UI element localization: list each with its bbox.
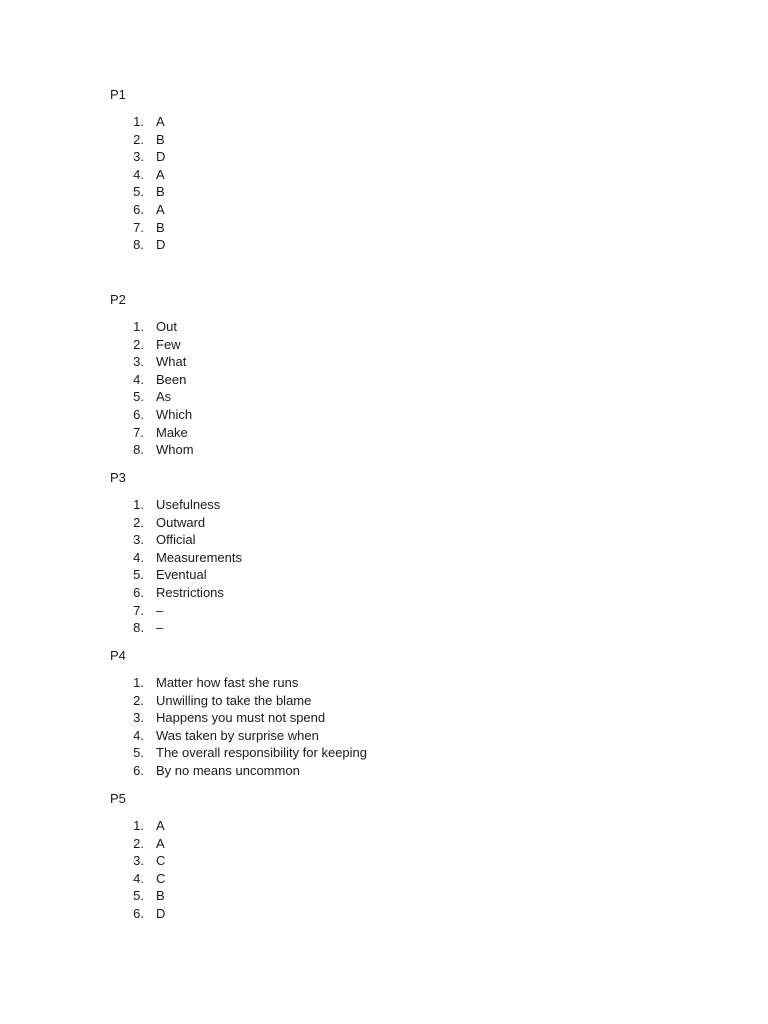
item-text: Measurements (156, 549, 242, 565)
item-number: 3. (133, 532, 144, 548)
item-number: 1. (133, 319, 144, 334)
item-number: 5. (133, 184, 144, 200)
item-text: The overall responsibility for keeping (156, 745, 367, 761)
item-number: 6. (133, 762, 144, 778)
item-number: 4. (133, 166, 144, 182)
item-number: 1. (133, 818, 144, 833)
item-text: Been (156, 371, 187, 387)
item-text: A (156, 201, 165, 217)
item-text: Unwilling to take the blame (156, 692, 312, 708)
item-text: – (156, 602, 164, 618)
item-number: 6. (133, 905, 144, 921)
item-number: 8. (133, 442, 144, 458)
item-text: A (156, 166, 165, 182)
item-number: 7. (133, 219, 144, 235)
item-number: 2. (133, 835, 144, 851)
item-number: 6. (133, 406, 144, 422)
item-text: A (156, 818, 165, 833)
section-heading: P3 (110, 470, 126, 485)
item-number: 8. (133, 620, 144, 636)
item-number: 8. (133, 237, 144, 253)
item-number: 2. (133, 131, 144, 147)
item-text: Make (156, 424, 188, 440)
item-text: A (156, 114, 165, 129)
item-text: D (156, 905, 166, 921)
item-number: 3. (133, 710, 144, 726)
item-number: 4. (133, 549, 144, 565)
item-text: – (156, 620, 164, 636)
item-text: D (156, 149, 166, 165)
item-number: 4. (133, 727, 144, 743)
item-text: Usefulness (156, 497, 221, 512)
item-text: D (156, 237, 166, 253)
item-text: Eventual (156, 567, 207, 583)
item-text: A (156, 835, 165, 851)
section-heading: P5 (110, 791, 126, 806)
item-number: 5. (133, 567, 144, 583)
item-text: C (156, 853, 166, 869)
item-text: Restrictions (156, 584, 224, 600)
item-number: 1. (133, 114, 144, 129)
item-text: C (156, 870, 166, 886)
item-number: 3. (133, 354, 144, 370)
item-text: As (156, 389, 172, 405)
item-number: 4. (133, 371, 144, 387)
item-number: 2. (133, 336, 144, 352)
item-text: What (156, 354, 187, 370)
item-text: Which (156, 406, 193, 422)
item-text: Matter how fast she runs (156, 675, 299, 690)
item-number: 2. (133, 692, 144, 708)
item-text: Out (156, 319, 177, 334)
section-heading: P4 (110, 648, 126, 663)
item-text: B (156, 184, 165, 200)
section-heading: P1 (110, 87, 126, 102)
item-number: 5. (133, 888, 144, 904)
item-text: Few (156, 336, 181, 352)
item-number: 1. (133, 497, 144, 512)
item-number: 4. (133, 870, 144, 886)
item-text: B (156, 219, 165, 235)
item-text: By no means uncommon (156, 762, 300, 778)
item-text: Outward (156, 514, 206, 530)
item-number: 5. (133, 389, 144, 405)
item-text: B (156, 888, 165, 904)
item-number: 1. (133, 675, 144, 690)
item-number: 6. (133, 201, 144, 217)
item-number: 3. (133, 853, 144, 869)
item-number: 5. (133, 745, 144, 761)
item-text: Was taken by surprise when (156, 727, 319, 743)
item-number: 7. (133, 424, 144, 440)
item-text: Whom (156, 442, 194, 458)
item-text: B (156, 131, 165, 147)
item-number: 2. (133, 514, 144, 530)
item-text: Official (156, 532, 196, 548)
item-number: 3. (133, 149, 144, 165)
item-number: 6. (133, 584, 144, 600)
item-text: Happens you must not spend (156, 710, 326, 726)
item-number: 7. (133, 602, 144, 618)
section-heading: P2 (110, 292, 126, 307)
